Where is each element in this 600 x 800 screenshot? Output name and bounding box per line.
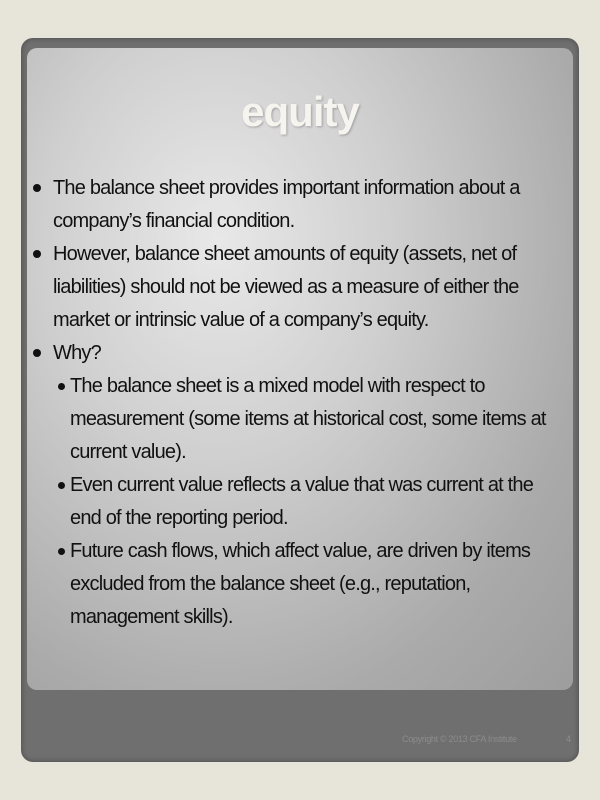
sub-bullet-item — [56, 469, 568, 535]
page-number: 4 — [566, 734, 572, 744]
sub-bullet-dot-icon — [58, 383, 65, 390]
sub-bullet-dot-icon — [58, 482, 65, 489]
bullet-dot-icon — [33, 250, 41, 258]
sub-bullet-text: The balance sheet is a mixed model with respect to measurement (some items at historical cost, some items at current value). — [70, 375, 546, 463]
bullet-text: Why? — [53, 342, 101, 364]
sub-bullet-text: Even current value reflects a value that was current at the end of the reporting period. — [70, 474, 534, 529]
slide-content — [28, 172, 568, 634]
sub-bullet-item — [56, 370, 568, 469]
sub-bullet-item — [56, 535, 568, 634]
copyright-text: Copyright © 2013 CFA Institute — [402, 734, 517, 744]
sub-bullet-dot-icon — [58, 548, 65, 555]
bullet-dot-icon — [33, 184, 41, 192]
bullet-item — [28, 238, 568, 337]
bullet-text: The balance sheet provides important information about a company’s financial condition. — [53, 177, 520, 232]
bullet-item — [28, 172, 568, 238]
sub-bullet-text: Future cash flows, which affect value, are driven by items excluded from the balance sheet (e.g., reputation, management skills). — [70, 540, 531, 628]
bullet-item — [28, 337, 568, 370]
bullet-dot-icon — [33, 349, 41, 357]
slide-title: equity — [241, 88, 359, 135]
bullet-text: However, balance sheet amounts of equity (assets, net of liabilities) should not be viewed as a measure of either the market or intrinsic value of a company’s equity. — [53, 243, 519, 331]
sub-bullet-list — [28, 370, 568, 634]
